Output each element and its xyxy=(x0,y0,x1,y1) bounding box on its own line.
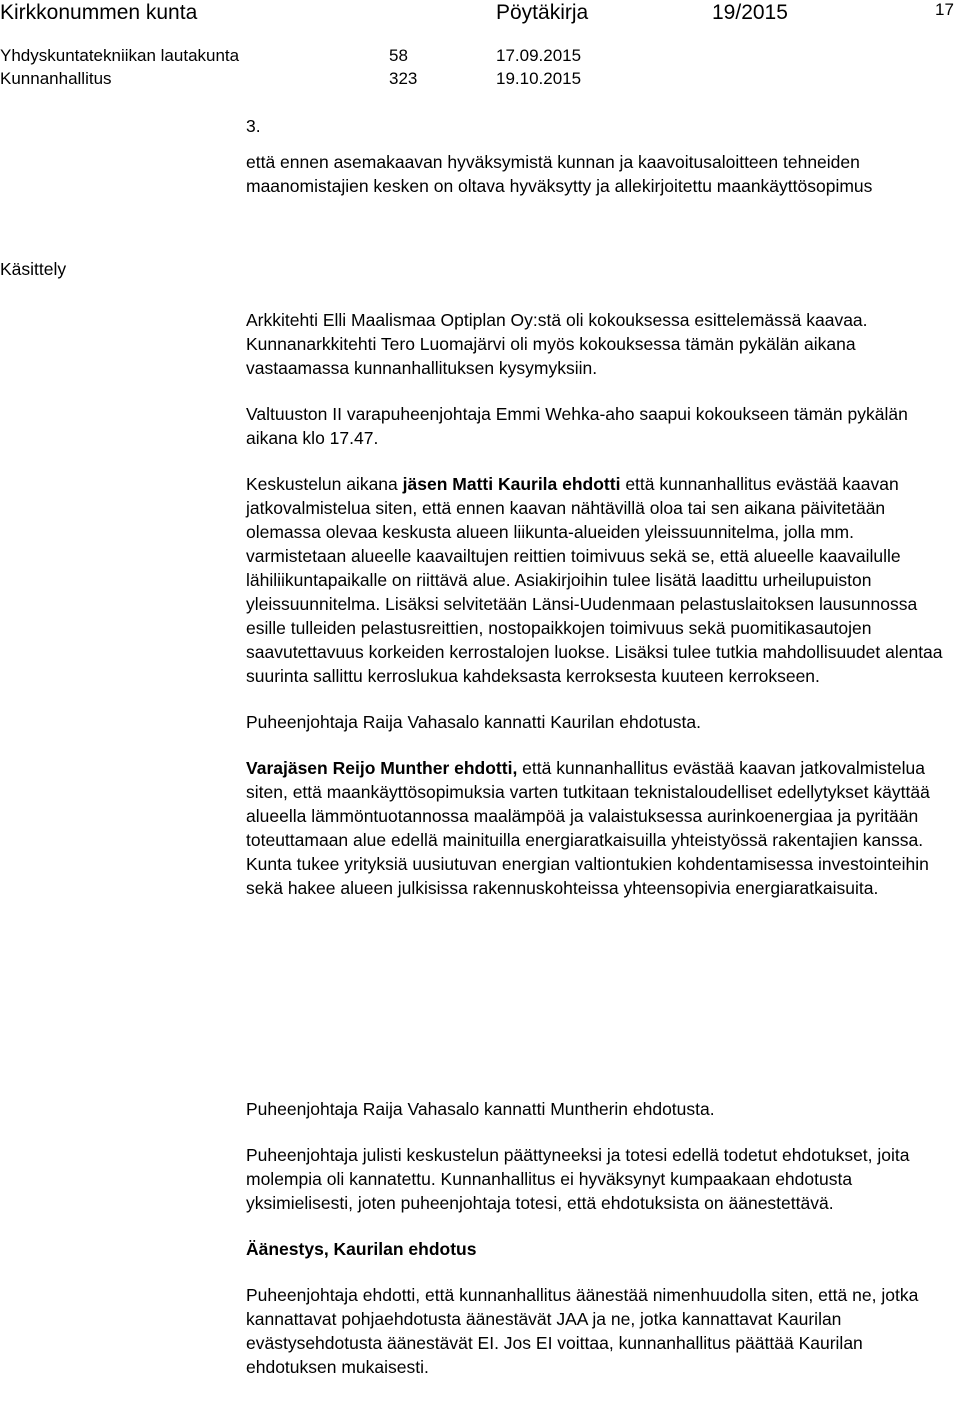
page-number: 17 xyxy=(935,0,954,19)
kasittely-body xyxy=(246,308,958,900)
item-3 xyxy=(246,114,958,198)
section-number: 323 xyxy=(389,69,418,88)
section-number: 58 xyxy=(389,46,408,65)
paragraph: Valtuuston II varapuheenjohtaja Emmi Wehka-aho saapui kokoukseen tämän pykälän aikana klo 17.47. xyxy=(246,404,908,448)
paragraph-text: Keskustelun aikana xyxy=(246,474,403,494)
paragraph: Arkkitehti Elli Maalismaa Optiplan Oy:stä oli kokouksessa esittelemässä kaavaa. Kunnanarkkitehti Tero Luomajärvi oli myös kokouksessa tämän pykälän aikana vastaamassa kunnanhallituksen kysymyksiin. xyxy=(246,310,868,378)
body-name: Kunnanhallitus xyxy=(0,69,112,88)
paragraph-kaurila-proposal xyxy=(246,472,958,688)
section-label-kasittely: Käsittely xyxy=(0,259,67,279)
municipality-name: Kirkkonummen kunta xyxy=(0,1,198,24)
kasittely-body-continued xyxy=(246,1097,958,1379)
item-number: 3. xyxy=(246,116,261,136)
meeting-date: 17.09.2015 xyxy=(496,46,582,65)
paragraph: Puheenjohtaja julisti keskustelun päättyneeksi ja totesi edellä todetut ehdotukset, joita molempia oli kannatettu. Kunnanhallitus ei hyväksynyt kumpaakaan ehdotusta yksimielisesti, joten puheenjohtaja totesi, että ehdotuksista on äänestettävä. xyxy=(246,1145,910,1213)
document-number: 19/2015 xyxy=(712,1,788,24)
paragraph-munther-proposal xyxy=(246,756,958,900)
body-name: Yhdyskuntatekniikan lautakunta xyxy=(0,46,240,65)
document-type: Pöytäkirja xyxy=(496,1,589,24)
proposer-name: jäsen Matti Kaurila ehdotti xyxy=(402,474,621,494)
meeting-date: 19.10.2015 xyxy=(496,69,582,88)
paragraph-text: että kunnanhallitus evästää kaavan jatkovalmistelua siten, että ennen kaavan nähtävillä oloa tai sen aikana päivitetään olemassa olevaa keskusta alueen liikunta-alueiden yleissuunnitelma, jolla mm. varmistetaan alueelle kaavailtujen reittien toimivuus sekä se, että alueelle kaavailulle lähiliikuntapaikalle on riittävä alue. Asiakirjoihin tulee lisätä laadittu urheilupuiston yleissuunnitelma. Lisäksi selvitetään Länsi-Uudenmaan pelastuslaitoksen lausunnossa esille tulleiden pelastusreittien, nostopaikkojen toimivuus sekä puomitikasautojen saavutettavuus korkeiden kerrostalojen luokse. Lisäksi tulee tutkia mahdollisuudet alentaa suurinta sallittu kerroslukua kahdeksasta kerroksesta kuuteen kerrokseen. xyxy=(246,474,943,686)
paragraph: Puheenjohtaja Raija Vahasalo kannatti Muntherin ehdotusta. xyxy=(246,1099,715,1119)
paragraph-text: että kunnanhallitus evästää kaavan jatkovalmistelua siten, että maankäyttösopimuksia varten tutkitaan teknistaloudelliset edellytykset käyttää alueella lämmöntuotannossa maalämpöä ja valaistuksessa aurinkoenergiaa ja pyritään toteuttamaan alue edellä mainituilla energiaratkaisuilla yhteistyössä rakentajien kanssa. Kunta tukee yrityksiä uusiutuvan energian valtiontukien kohdentamisessa investointeihin sekä hakee alueen julkisissa rakennuskohteissa yhteensopivia energiaratkaisuita. xyxy=(246,758,930,898)
heading-vote: Äänestys, Kaurilan ehdotus xyxy=(246,1239,477,1259)
paragraph: Puheenjohtaja ehdotti, että kunnanhallitus äänestää nimenhuudolla siten, että ne, jotka kannattavat pohjaehdotusta äänestävät JAA ja ne, jotka kannattavat Kaurilan evästysehdotusta äänestävät EI. Jos EI voittaa, kunnanhallitus päättää Kaurilan ehdotuksen mukaisesti. xyxy=(246,1285,919,1377)
item-text: että ennen asemakaavan hyväksymistä kunnan ja kaavoitusaloitteen tehneiden maanomistajien kesken on oltava hyväksytty ja allekirjoitettu maankäyttösopimus xyxy=(246,152,873,196)
proposer-name: Varajäsen Reijo Munther ehdotti, xyxy=(246,758,518,778)
paragraph: Puheenjohtaja Raija Vahasalo kannatti Kaurilan ehdotusta. xyxy=(246,712,701,732)
